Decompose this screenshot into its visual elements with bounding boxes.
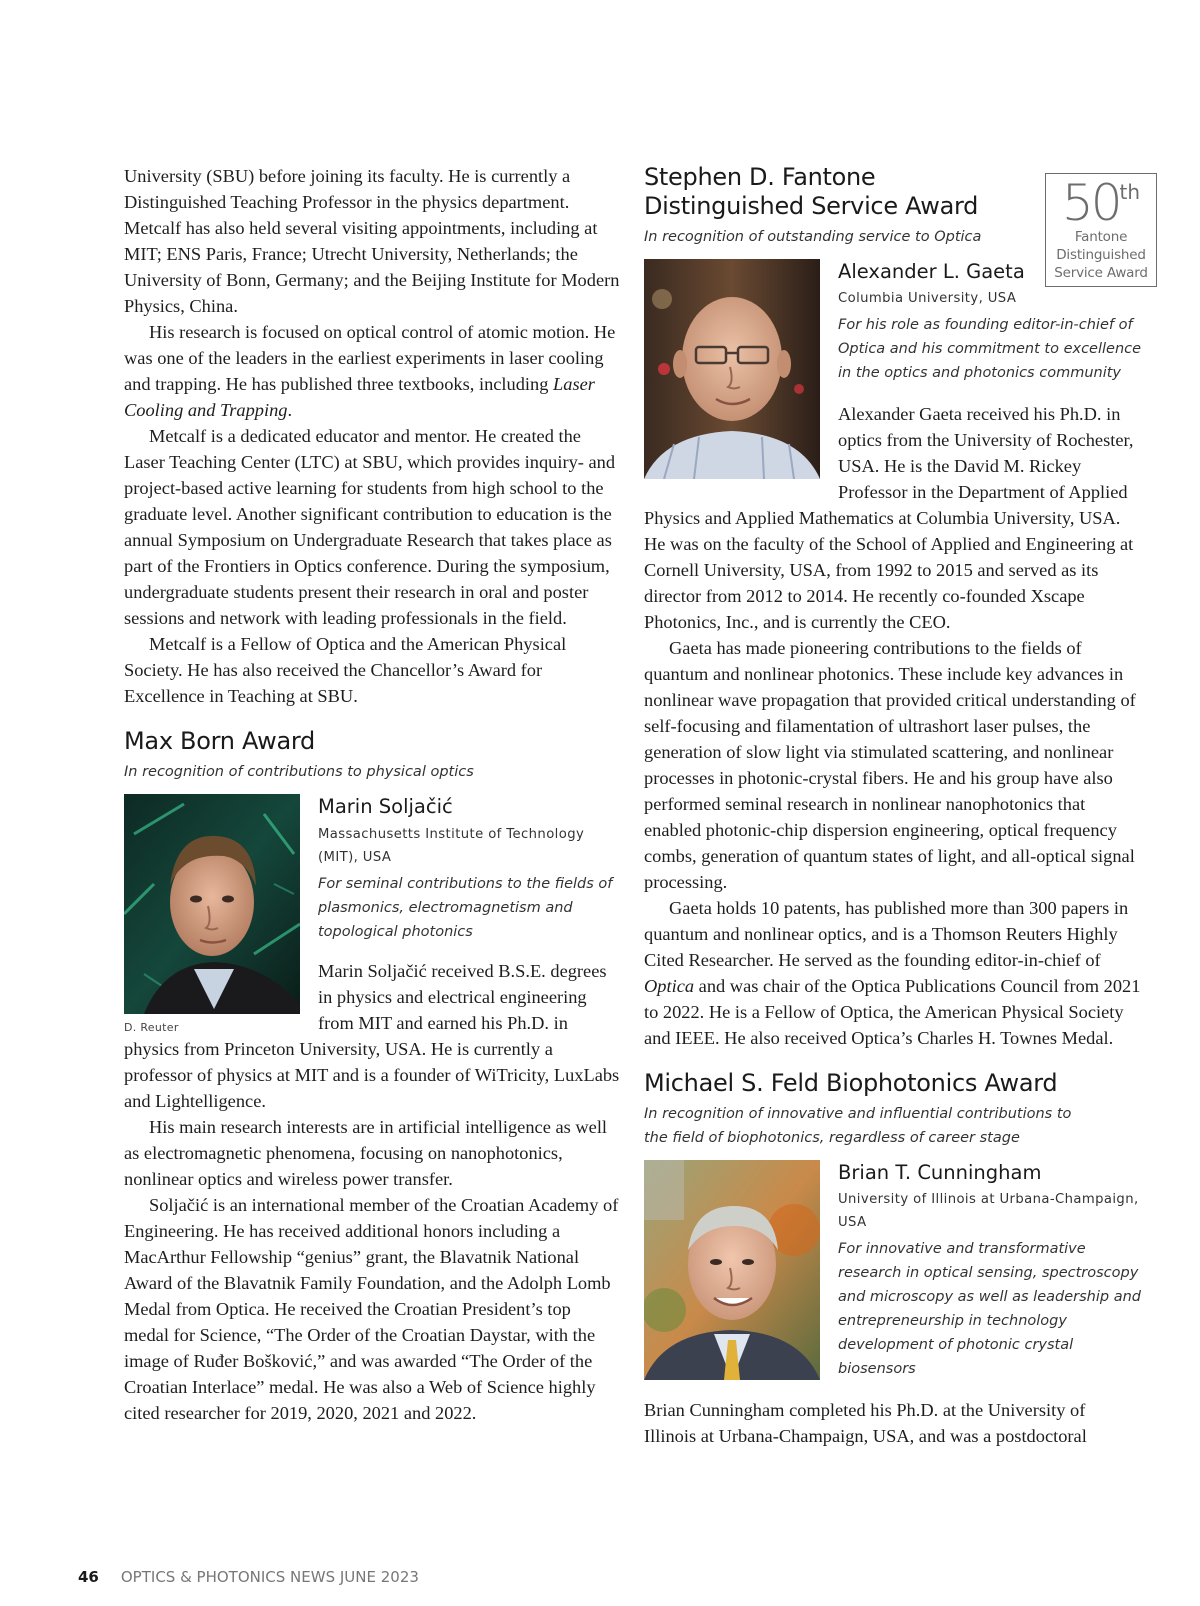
metcalf-paragraph-4: Metcalf is a Fellow of Optica and the American Physical Society. He has also received the Chancellor’s Award for Excellence in Teaching at SBU.	[124, 634, 567, 706]
metcalf-p2-text: His research is focused on optical control of atomic motion. He was one of the leaders in the earliest experiments in laser cooling and trapping. He has published three textbooks, including	[124, 322, 616, 394]
photo-credit: D. Reuter	[124, 1021, 179, 1034]
fantone-recognition: In recognition of outstanding service to Optica	[644, 229, 982, 245]
gaeta-paragraph-1: Alexander Gaeta received his Ph.D. in optics from the University of Rochester, USA. He is the David M. Rickey Professor in the Department of Applied Physics and Applied Mathematics at Columbia University, USA. He was on the faculty of the School of Applied and Engineering at Cornell University, USA, from 1992 to 2015 and served as its director from 2012 to 2014. He recently co-founded Xscape Photonics, Inc., and is currently the CEO.	[644, 404, 1134, 632]
metcalf-paragraph-2	[124, 319, 620, 423]
right-column	[644, 163, 1142, 1449]
soljacic-citation: For seminal contributions to the fields of plasmonics, electromagnetism and topological photonics	[318, 876, 613, 940]
metcalf-paragraph-3: Metcalf is a dedicated educator and mentor. He created the Laser Teaching Center (LTC) at SBU, which provides inquiry- and project-based active learning for students from high school to the graduate level. Another significant contribution to education is the annual Symposium on Undergraduate Research that takes place as part of the Frontiers in Optics conference. During the symposium, undergraduate students present their research in oral and poster sessions and network with leading professionals in the field.	[124, 426, 616, 628]
soljacic-name: Marin Soljačić	[318, 795, 453, 818]
journal-name: Optica	[644, 976, 695, 996]
book-title: Laser Cooling and Trapping	[124, 374, 595, 420]
badge-line-1: Fantone	[1074, 229, 1128, 245]
metcalf-paragraph-1: University (SBU) before joining its faculty. He is currently a Distinguished Teaching Professor in the physics department. Metcalf has also held several visiting appointments, including at MIT; ENS Paris, France; Utrecht University, Netherlands; the University of Bonn, Germany; and the Beijing Institute for Modern Physics, China.	[124, 166, 620, 316]
gaeta-affiliation: Columbia University, USA	[838, 291, 1017, 306]
gaeta-p3-b: and was chair of the Optica Publications Council from 2021 to 2022. He is a Fellow of Optica, the American Physical Society and IEEE. He also received Optica’s Charles H. Townes Medal.	[644, 976, 1141, 1048]
feld-heading: Michael S. Feld Biophotonics Award	[644, 1069, 1058, 1097]
gaeta-photo	[644, 259, 820, 479]
cunningham-affiliation: University of Illinois at Urbana-Champaign, USA	[838, 1192, 1139, 1230]
soljacic-paragraph-2: His main research interests are in artificial intelligence as well as electromagnetic phenomena, focusing on nanophotonics, nonlinear optics and wireless power transfer.	[124, 1117, 608, 1189]
max-born-heading: Max Born Award	[124, 727, 315, 755]
badge-line-2: Distinguished	[1056, 247, 1146, 263]
gaeta-p3-a: Gaeta holds 10 patents, has published more than 300 papers in quantum and nonlinear optics, and is a Thomson Reuters Highly Cited Researcher. He served as the founding editor-in-chief of	[644, 898, 1129, 970]
fantone-heading: Stephen D. Fantone Distinguished Service Award	[644, 163, 979, 220]
publication-info: OPTICS & PHOTONICS NEWS JUNE 2023	[120, 1568, 419, 1586]
soljacic-paragraph-3: Soljačić is an international member of the Croatian Academy of Engineering. He has received additional honors including a MacArthur Fellowship “genius” grant, the Blavatnik National Award of the Blavatnik Family Foundation, and the Adolph Lomb Medal from Optica. He received the Croatian President’s top medal for Science, “The Order of the Croatian Daystar, with the image of Ruđer Bošković,” and was awarded “The Order of the Croatian Interlace” medal. He was also a Web of Science highly cited researcher for 2019, 2020, 2021 and 2022.	[124, 1195, 619, 1423]
soljacic-affiliation: Massachusetts Institute of Technology (MIT), USA	[318, 827, 585, 865]
badge-number: 50	[1061, 174, 1120, 232]
badge-suffix: th	[1119, 180, 1141, 204]
badge-line-3: Service Award	[1054, 265, 1148, 281]
soljacic-photo	[124, 794, 300, 1014]
gaeta-name: Alexander L. Gaeta	[838, 260, 1025, 283]
page-number: 46	[78, 1568, 99, 1586]
gaeta-citation: For his role as founding editor-in-chief of Optica and his commitment to excellence in the optics and photonics community	[838, 317, 1142, 381]
cunningham-paragraph-1: Brian Cunningham completed his Ph.D. at the University of Illinois at Urbana-Champaign, USA, and was a postdoctoral	[644, 1400, 1087, 1446]
gaeta-paragraph-2: Gaeta has made pioneering contributions to the fields of quantum and nonlinear photonics. These include key advances in nonlinear wave propagation that provided critical understanding of self-focusing and filamentation of ultrashort laser pulses, the generation of slow light via stimulated scattering, and nonlinear processes in photonic-crystal fibers. He and his group have also performed seminal research in nonlinear nanophotonics that enabled photonic-chip dispersion engineering, optical frequency combs, generation of quantum states of light, and all-optical signal processing.	[644, 638, 1136, 892]
soljacic-paragraph-1: Marin Soljačić received B.S.E. degrees in physics and electrical engineering from MIT and earned his Ph.D. in physics from Princeton University, USA. He is currently a professor of physics at MIT and is a founder of WiTricity, LuxLabs and Lightelligence.	[124, 961, 620, 1111]
gaeta-paragraph-3	[644, 895, 1142, 1051]
metcalf-p2-end: .	[287, 400, 293, 420]
max-born-recognition: In recognition of contributions to physical optics	[124, 764, 474, 780]
left-column	[124, 163, 620, 1426]
cunningham-name: Brian T. Cunningham	[838, 1161, 1042, 1184]
page-footer	[78, 1568, 419, 1586]
soljacic-photo-block	[124, 794, 300, 1034]
cunningham-citation: For innovative and transformative research in optical sensing, spectroscopy and microscopy as well as leadership and entrepreneurship in technology development of photonic crystal biosensors	[838, 1241, 1141, 1377]
cunningham-photo-block	[644, 1160, 820, 1385]
cunningham-photo	[644, 1160, 820, 1380]
feld-recognition: In recognition of innovative and influential contributions to the field of biophotonics, regardless of career stage	[644, 1106, 1072, 1146]
gaeta-photo-block	[644, 259, 820, 484]
